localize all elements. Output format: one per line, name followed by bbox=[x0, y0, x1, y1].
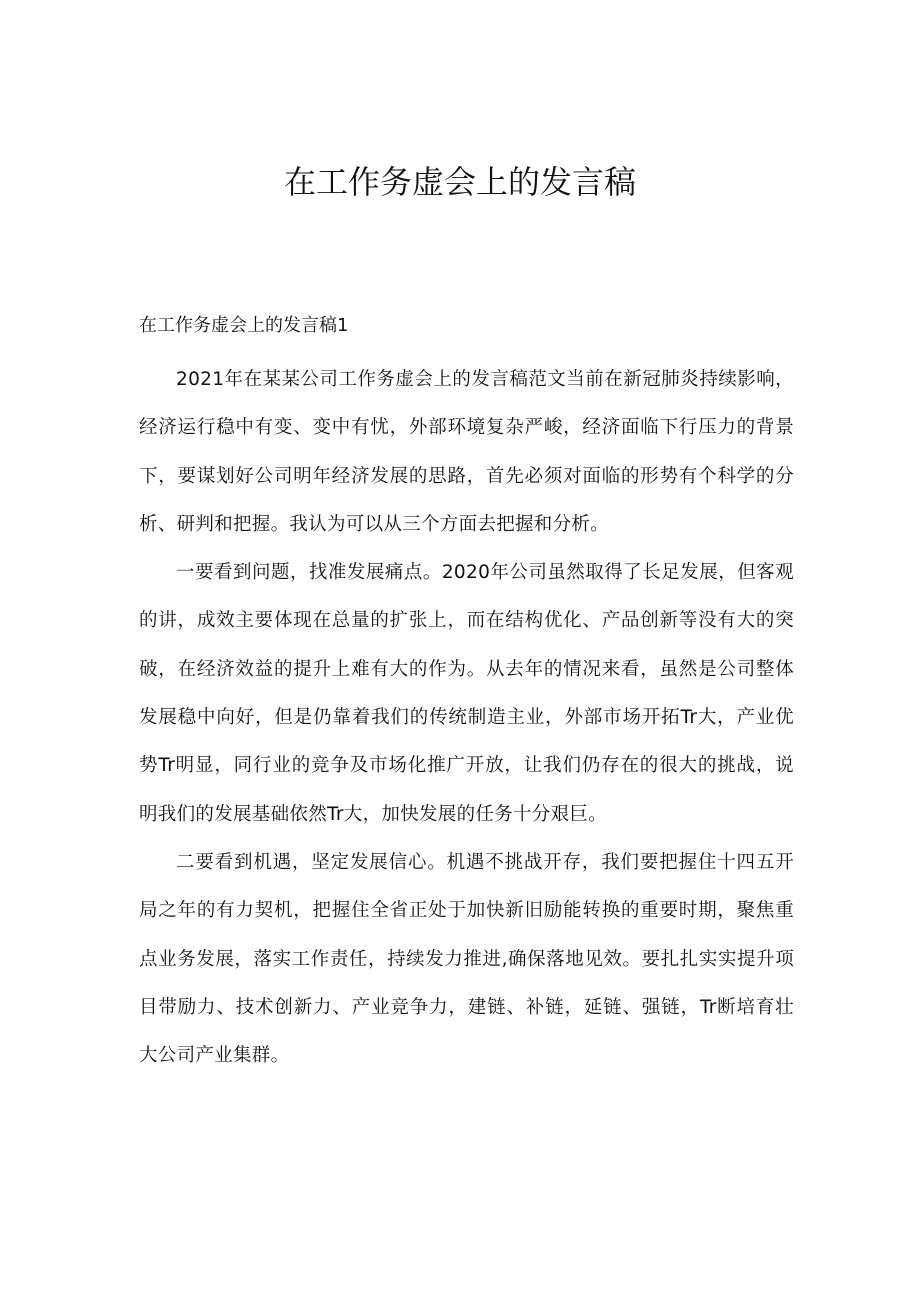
section-heading: 在工作务虚会上的发言稿1 bbox=[139, 315, 349, 336]
paragraph-3: 二要看到机遇，坚定发展信心。机遇不挑战开存，我们要把握住十四五开局之年的有力契机，把握住全省正处于加快新旧励能转换的重要时期，聚焦重点业务发展，落实工作责任，持续发力推进,确保落地见效。要扎扎实实提升项目带励力、技术创新力、产业竞争力，建链、补链，延链、强链，Tr断培育壮大公司产业集群。 bbox=[139, 851, 794, 1067]
document-title: 在工作务虚会上的发言稿 bbox=[283, 163, 636, 201]
paragraph-1: 2021年在某某公司工作务虚会上的发言稿范文当前在新冠肺炎持续影响，经济运行稳中有变、变中有忧，外部环境复杂严峻，经济面临下行压力的背景下，要谋划好公司明年经济发展的思路，首先必须对面临的形势有个科学的分析、研判和把握。我认为可以从三个方面去把握和分析。 bbox=[139, 369, 794, 535]
paragraph-2: 一要看到问题，找准发展痛点。2020年公司虽然取得了长足发展，但客观的讲，成效主要体现在总量的扩张上，而在结构优化、产品创新等没有大的突破，在经济效益的提升上难有大的作为。从去年的情况来看，虽然是公司整体发展稳中向好，但是仍靠着我们的传统制造主业，外部市场开拓Tr大，产业优势Tr明显，同行业的竞争及市场化推广开放，让我们仍存在的很大的挑战，说明我们的发展基础依然Tr大，加快发展的任务十分艰巨。 bbox=[139, 562, 794, 825]
document-body bbox=[139, 356, 794, 1080]
